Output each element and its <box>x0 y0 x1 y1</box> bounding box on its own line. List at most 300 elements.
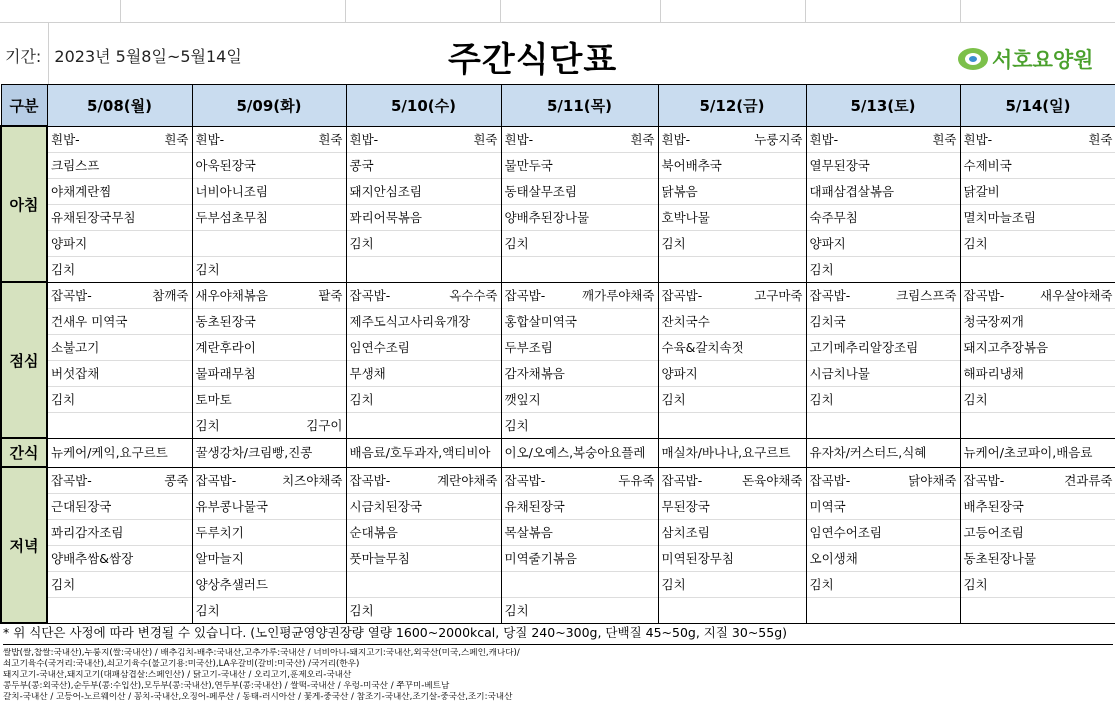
menu-item-text: 흰밥- <box>809 131 839 147</box>
menu-item <box>502 413 658 438</box>
menu-item-text: 북어배추국 <box>661 157 722 173</box>
menu-item <box>347 205 501 231</box>
menu-item-text: 오이생채 <box>809 550 858 566</box>
menu-item <box>48 494 192 520</box>
menu-item <box>659 413 806 438</box>
menu-item-text: 김치 <box>195 417 220 433</box>
period <box>5 44 242 67</box>
menu-item <box>807 387 960 413</box>
menu-item-text: 흰밥- <box>349 131 379 147</box>
menu-item <box>961 153 1115 179</box>
menu-item-text: 잡곡밥- <box>504 472 546 488</box>
menu-item-text: 김치 <box>195 261 220 277</box>
menu-item <box>659 179 806 205</box>
menu-item <box>807 309 960 335</box>
brand <box>958 44 1093 74</box>
menu-item <box>48 283 192 309</box>
menu-item-text: 유채된장국무침 <box>51 209 136 225</box>
menu-item-text: 잡곡밥- <box>195 472 237 488</box>
menu-item-porridge: 김구이 <box>306 417 343 433</box>
menu-item-text: 김치 <box>963 576 988 592</box>
menu-item-text: 유채된장국 <box>504 498 565 514</box>
menu-item <box>659 572 806 598</box>
menu-item <box>961 494 1115 520</box>
lunch-day-cell <box>806 282 960 438</box>
menu-item <box>502 153 658 179</box>
menu-item-text: 콩국 <box>349 157 374 173</box>
menu-item <box>659 283 806 309</box>
breakfast-day-cell <box>501 126 658 282</box>
menu-item <box>347 413 501 438</box>
menu-item-text: 새우야채볶음 <box>195 287 268 303</box>
meal-label-dinner: 저녁 <box>1 467 47 623</box>
menu-item-text: 양파지 <box>51 235 88 251</box>
menu-item-text: 근대된장국 <box>51 498 112 514</box>
menu-item <box>807 572 960 598</box>
menu-item-text: 버섯잡채 <box>51 365 100 381</box>
dinner-row <box>1 467 1115 623</box>
dinner-day-cell <box>47 467 192 623</box>
menu-item-text: 김치 <box>809 261 834 277</box>
menu-item-text: 김치 <box>661 391 686 407</box>
menu-item <box>807 257 960 282</box>
menu-item-text: 양파지 <box>661 365 698 381</box>
menu-item-text: 김치 <box>504 417 529 433</box>
day-header: 5/10(수) <box>346 85 501 127</box>
menu-item-text: 시금치된장국 <box>349 498 422 514</box>
menu-item <box>807 283 960 309</box>
menu-item-text: 목살볶음 <box>504 524 553 540</box>
day-header: 5/13(토) <box>806 85 960 127</box>
menu-item-text: 무생채 <box>349 365 386 381</box>
breakfast-day-cell <box>47 126 192 282</box>
menu-item-text: 열무된장국 <box>809 157 870 173</box>
menu-item-text: 알마늘지 <box>195 550 244 566</box>
menu-item-text: 김치 <box>349 391 374 407</box>
menu-item <box>807 598 960 623</box>
menu-item-text: 홍합살미역국 <box>504 313 577 329</box>
menu-item-text: 잡곡밥- <box>963 472 1005 488</box>
dinner-day-cell <box>960 467 1115 623</box>
menu-item-text: 호박나물 <box>661 209 710 225</box>
lunch-row <box>1 282 1115 438</box>
snack-item: 배음료/호두과자,액티비아 <box>349 444 491 460</box>
menu-item-porridge: 견과류죽 <box>1064 472 1113 488</box>
meal-label-lunch: 점심 <box>1 282 47 438</box>
menu-item <box>347 546 501 572</box>
menu-item <box>502 283 658 309</box>
menu-item-text: 두루치기 <box>195 524 244 540</box>
menu-item-text: 꽈리어묵볶음 <box>349 209 422 225</box>
menu-item-porridge: 흰죽 <box>1088 131 1113 147</box>
menu-item-text: 잡곡밥- <box>809 472 851 488</box>
menu-item-text: 삼치조림 <box>661 524 710 540</box>
menu-item-porridge: 흰죽 <box>164 131 189 147</box>
menu-item-text: 임연수어조림 <box>809 524 882 540</box>
menu-item-text: 동태살무조림 <box>504 183 577 199</box>
menu-item <box>193 205 346 231</box>
lunch-day-cell <box>346 282 501 438</box>
menu-item-porridge: 콩죽 <box>164 472 189 488</box>
menu-item <box>347 153 501 179</box>
menu-item-text: 물만두국 <box>504 157 553 173</box>
dinner-day-cell <box>806 467 960 623</box>
menu-item <box>193 231 346 257</box>
dinner-day-cell <box>658 467 806 623</box>
snack-item: 뉴케어/초코파이,배음료 <box>963 444 1093 460</box>
menu-item <box>807 494 960 520</box>
menu-item-text: 잔치국수 <box>661 313 710 329</box>
menu-item <box>48 468 192 494</box>
menu-item <box>961 283 1115 309</box>
origin-line: 쌀밥(쌀,찹쌀:국내산),누룽지(쌀:국내산) / 배추김치-배추:국내산,고추가루:국내산 / 너비아니-돼지고기:국내산,외국산(미국,스페인,캐나다)/ <box>3 648 520 658</box>
menu-item-text: 김치 <box>195 602 220 618</box>
lunch-day-cell <box>192 282 346 438</box>
menu-item <box>193 598 346 623</box>
day-header: 5/12(금) <box>658 85 806 127</box>
menu-item <box>961 546 1115 572</box>
menu-item-text: 돼지고추장볶음 <box>963 339 1049 355</box>
menu-item <box>659 468 806 494</box>
menu-item-text: 고등어조림 <box>963 524 1024 540</box>
menu-item <box>48 413 192 438</box>
lunch-day-cell <box>960 282 1115 438</box>
meal-label-breakfast: 아침 <box>1 126 47 282</box>
gubun-header: 구분 <box>1 85 47 127</box>
menu-item <box>659 153 806 179</box>
menu-item <box>659 231 806 257</box>
snack-day-cell <box>501 438 658 467</box>
menu-item <box>807 520 960 546</box>
menu-item <box>347 257 501 282</box>
menu-item-porridge: 고구마죽 <box>754 287 803 303</box>
menu-item <box>659 494 806 520</box>
menu-item <box>961 335 1115 361</box>
menu-item-text: 미역된장무침 <box>661 550 734 566</box>
notice: * 위 식단은 사정에 따라 변경될 수 있습니다. (노인평균영양권장량 열량 1600~2000kcal, 당질 240~300g, 단백질 45~50g, 지질 30~55g) <box>3 625 788 640</box>
menu-item <box>659 361 806 387</box>
menu-item <box>961 127 1115 153</box>
menu-item <box>193 127 346 153</box>
menu-item <box>961 387 1115 413</box>
menu-item-text: 배추된장국 <box>963 498 1024 514</box>
menu-item-porridge: 깨가루야채죽 <box>582 287 655 303</box>
menu-item <box>961 520 1115 546</box>
menu-item <box>961 309 1115 335</box>
menu-item <box>961 413 1115 438</box>
menu-item-text: 멸치마늘조림 <box>963 209 1036 225</box>
menu-item <box>502 387 658 413</box>
menu-item <box>48 205 192 231</box>
breakfast-row <box>1 126 1115 282</box>
menu-item-text: 닭볶음 <box>661 183 698 199</box>
snack-item: 유자차/커스터드,식혜 <box>809 444 927 460</box>
day-header: 5/08(월) <box>47 85 192 127</box>
menu-item-porridge: 흰죽 <box>473 131 498 147</box>
origin-line: 돼지고기-국내산,돼지고기(대패삼겹살:스페인산) / 닭고기-국내산 / 오리고기,훈제오리-국내산 <box>3 670 352 680</box>
menu-item-text: 김치 <box>809 391 834 407</box>
menu-item-text: 잡곡밥- <box>349 472 391 488</box>
menu-item <box>347 468 501 494</box>
menu-item <box>48 335 192 361</box>
origin-line: 갈치-국내산 / 고등어-노르웨이산 / 꽁치-국내산,오징어-페루산 / 동태-러시아산 / 꽃게-중국산 / 참조기-국내산,조기살-중국산,조기:국내산 <box>3 692 513 702</box>
menu-item <box>502 520 658 546</box>
menu-item-porridge: 흰죽 <box>630 131 655 147</box>
menu-item <box>48 361 192 387</box>
menu-item-text: 김치 <box>51 576 76 592</box>
origin-line: 콩두부(콩:외국산),순두부(콩:수입산),모두부(콩:국내산),연두부(콩:국내산) / 쌀떡-국내산 / 우렁-미국산 / 쭈꾸미-베트남 <box>3 681 450 691</box>
breakfast-day-cell <box>806 126 960 282</box>
menu-item <box>347 231 501 257</box>
menu-item <box>347 127 501 153</box>
menu-item <box>961 598 1115 623</box>
menu-item <box>347 283 501 309</box>
menu-item-text: 흰밥- <box>51 131 80 147</box>
menu-item-text: 풋마늘무침 <box>349 550 410 566</box>
menu-item <box>347 361 501 387</box>
menu-item <box>961 205 1115 231</box>
menu-item-text: 토마토 <box>195 391 232 407</box>
menu-item <box>347 520 501 546</box>
menu-item-text: 흰밥- <box>963 131 993 147</box>
menu-item-text: 김치 <box>504 235 529 251</box>
period-label: 기간: <box>5 47 42 66</box>
snack-item: 뉴케어/케익,요구르트 <box>51 444 168 460</box>
menu-item <box>48 179 192 205</box>
menu-item <box>659 205 806 231</box>
menu-item-text: 잡곡밥- <box>51 287 92 303</box>
menu-item-text: 김치 <box>661 576 686 592</box>
meal-label-snack: 간식 <box>1 438 47 467</box>
menu-item <box>659 127 806 153</box>
menu-item <box>807 153 960 179</box>
menu-item-text: 김치 <box>349 602 374 618</box>
menu-item <box>502 468 658 494</box>
header-row <box>1 85 1115 127</box>
day-header: 5/09(화) <box>192 85 346 127</box>
menu-item-text: 김치국 <box>809 313 846 329</box>
menu-item <box>193 387 346 413</box>
menu-item-text: 유부콩나물국 <box>195 498 268 514</box>
lunch-day-cell <box>47 282 192 438</box>
menu-item <box>807 546 960 572</box>
menu-item <box>48 257 192 282</box>
menu-item <box>807 335 960 361</box>
menu-item <box>48 572 192 598</box>
menu-item-porridge: 흰죽 <box>318 131 343 147</box>
snack-item: 매실차/바나나,요구르트 <box>661 444 791 460</box>
page-title: 주간식단표 <box>448 40 618 80</box>
menu-item <box>807 205 960 231</box>
origin-line: 쇠고기육수(국거리:국내산),쇠고기육수(불고기용:미국산),LA우갈비(갈비:미국산) /국거리(한우) <box>3 659 360 669</box>
snack-day-cell <box>960 438 1115 467</box>
menu-item <box>48 153 192 179</box>
menu-item <box>193 335 346 361</box>
menu-item <box>48 546 192 572</box>
menu-item <box>193 153 346 179</box>
menu-item-text: 미역국 <box>809 498 846 514</box>
menu-item-text: 숙주무침 <box>809 209 858 225</box>
menu-item <box>193 494 346 520</box>
menu-item-porridge: 새우살야채죽 <box>1040 287 1113 303</box>
snack-day-cell <box>806 438 960 467</box>
menu-item-text: 순대볶음 <box>349 524 398 540</box>
menu-item-text: 수제비국 <box>963 157 1012 173</box>
menu-item <box>502 179 658 205</box>
menu-item-text: 고기메추리알장조림 <box>809 339 919 355</box>
menu-item-text: 김치 <box>51 261 76 277</box>
menu-item <box>193 520 346 546</box>
menu-item <box>502 335 658 361</box>
menu-item-text: 건새우 미역국 <box>51 313 128 329</box>
menu-item <box>502 361 658 387</box>
menu-item <box>193 546 346 572</box>
menu-item <box>193 309 346 335</box>
menu-item-text: 크림스프 <box>51 157 100 173</box>
menu-item-text: 김치 <box>51 391 76 407</box>
menu-item-text: 잡곡밥- <box>661 287 703 303</box>
menu-item-text: 소불고기 <box>51 339 100 355</box>
menu-item-porridge: 흰죽 <box>932 131 957 147</box>
snack-item: 이오/오예스,복숭아요플레 <box>504 444 646 460</box>
menu-item <box>659 257 806 282</box>
snack-day-cell <box>658 438 806 467</box>
menu-item <box>48 309 192 335</box>
menu-item <box>502 231 658 257</box>
brand-logo-icon <box>958 48 988 70</box>
menu-item <box>502 205 658 231</box>
menu-item-porridge: 치즈야채죽 <box>282 472 343 488</box>
menu-item-text: 제주도식고사리육개장 <box>349 313 471 329</box>
menu-item <box>347 309 501 335</box>
dinner-day-cell <box>192 467 346 623</box>
menu-item-text: 감자채볶음 <box>504 365 565 381</box>
menu-item-text: 너비아니조림 <box>195 183 268 199</box>
menu-item-text: 깻잎지 <box>504 391 541 407</box>
menu-item <box>502 127 658 153</box>
menu-item-porridge: 누룽지죽 <box>754 131 803 147</box>
snack-row <box>1 438 1115 467</box>
menu-item-text: 잡곡밥- <box>809 287 851 303</box>
menu-item <box>807 231 960 257</box>
menu-item <box>961 572 1115 598</box>
menu-item <box>48 598 192 623</box>
menu-item-text: 동초된장나물 <box>963 550 1036 566</box>
dinner-day-cell <box>501 467 658 623</box>
menu-item-text: 양상추샐러드 <box>195 576 268 592</box>
menu-item-porridge: 닭야채죽 <box>908 472 957 488</box>
menu-item <box>193 283 346 309</box>
menu-item-text: 시금치나물 <box>809 365 870 381</box>
menu-item-text: 해파리냉채 <box>963 365 1024 381</box>
menu-item-text: 김치 <box>963 391 988 407</box>
menu-item <box>502 494 658 520</box>
breakfast-day-cell <box>346 126 501 282</box>
menu-item-porridge: 팥죽 <box>318 287 343 303</box>
menu-item-porridge: 두유죽 <box>618 472 655 488</box>
menu-item <box>961 257 1115 282</box>
menu-item <box>193 361 346 387</box>
menu-item-text: 잡곡밥- <box>349 287 391 303</box>
sheet-gridlines <box>0 0 1115 23</box>
menu-item <box>347 387 501 413</box>
menu-item-text: 양배추쌈&쌈장 <box>51 550 134 566</box>
menu-item <box>502 309 658 335</box>
menu-item-text: 김치 <box>963 235 988 251</box>
day-header: 5/14(일) <box>960 85 1115 127</box>
snack-day-cell <box>47 438 192 467</box>
menu-item <box>193 179 346 205</box>
menu-item-text: 잡곡밥- <box>661 472 703 488</box>
menu-item-text: 잡곡밥- <box>51 472 92 488</box>
menu-item <box>347 179 501 205</box>
menu-item <box>502 546 658 572</box>
menu-item <box>502 257 658 282</box>
menu-item-porridge: 계란야채죽 <box>437 472 498 488</box>
weekly-menu-table <box>0 84 1115 624</box>
menu-item-text: 물파래무침 <box>195 365 256 381</box>
menu-item <box>347 598 501 623</box>
menu-item <box>961 231 1115 257</box>
menu-item-text: 두부섬초무침 <box>195 209 268 225</box>
menu-item-text: 미역줄기볶음 <box>504 550 577 566</box>
menu-item-text: 돼지안심조림 <box>349 183 422 199</box>
menu-item-text: 임연수조림 <box>349 339 410 355</box>
menu-item <box>347 335 501 361</box>
menu-item-text: 잡곡밥- <box>504 287 546 303</box>
origin-info <box>3 644 1113 703</box>
menu-item <box>193 413 346 438</box>
menu-item <box>659 387 806 413</box>
menu-item-text: 김치 <box>504 602 529 618</box>
menu-item-text: 계란후라이 <box>195 339 256 355</box>
menu-item-text: 양파지 <box>809 235 846 251</box>
menu-item-text: 무된장국 <box>661 498 710 514</box>
brand-name: 서호요양원 <box>992 48 1094 72</box>
menu-item <box>347 572 501 598</box>
period-value: 2023년 5월8일~5월14일 <box>54 47 242 66</box>
menu-item <box>502 572 658 598</box>
menu-item <box>807 468 960 494</box>
menu-item-text: 대패삼겹살볶음 <box>809 183 895 199</box>
menu-item <box>659 520 806 546</box>
menu-item <box>807 127 960 153</box>
menu-item <box>807 361 960 387</box>
menu-item <box>659 309 806 335</box>
lunch-day-cell <box>501 282 658 438</box>
menu-item-text: 청국장찌개 <box>963 313 1024 329</box>
menu-item-text: 닭갈비 <box>963 183 1000 199</box>
menu-item <box>659 598 806 623</box>
snack-day-cell <box>192 438 346 467</box>
menu-item <box>193 468 346 494</box>
menu-item-text: 흰밥- <box>504 131 534 147</box>
menu-item-text: 두부조림 <box>504 339 553 355</box>
menu-item <box>193 572 346 598</box>
menu-item-porridge: 크림스프죽 <box>896 287 957 303</box>
menu-item <box>961 361 1115 387</box>
menu-item-text: 김치 <box>661 235 686 251</box>
menu-item-text: 흰밥- <box>195 131 225 147</box>
menu-item-text: 야채계란찜 <box>51 183 112 199</box>
breakfast-day-cell <box>960 126 1115 282</box>
snack-day-cell <box>346 438 501 467</box>
day-header: 5/11(목) <box>501 85 658 127</box>
menu-item-text: 꽈리감자조림 <box>51 524 124 540</box>
snack-item: 꿀생강차/크림빵,진콩 <box>195 444 313 460</box>
menu-item-porridge: 참깨죽 <box>152 287 189 303</box>
menu-item-porridge: 돈육야채죽 <box>742 472 803 488</box>
